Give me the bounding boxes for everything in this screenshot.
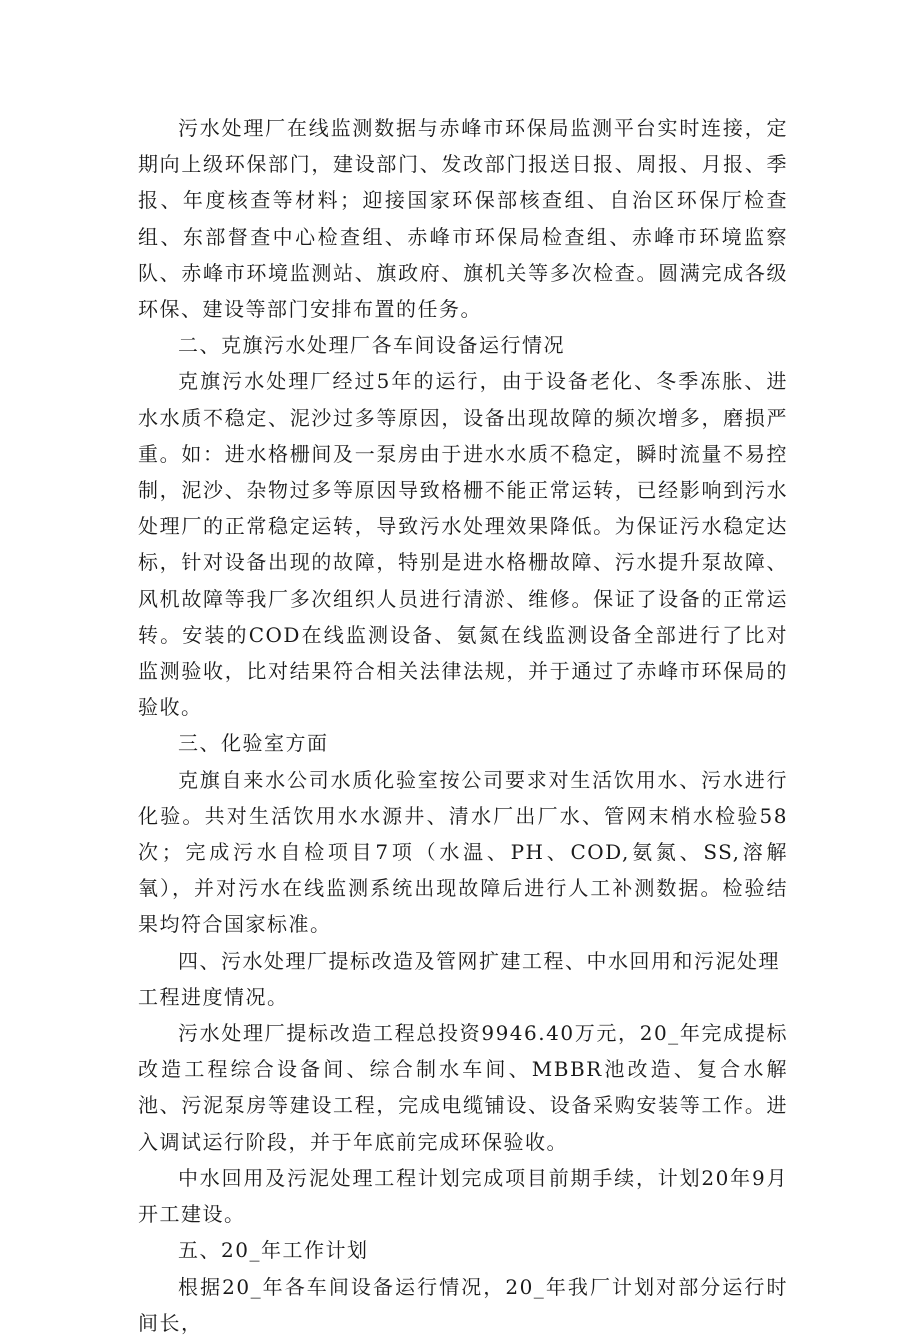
- paragraph-reclaimed-water: 中水回用及污泥处理工程计划完成项目前期手续，计划20年9月开工建设。: [138, 1165, 788, 1227]
- section-heading-upgrade-progress: 四、污水处理厂提标改造及管网扩建工程、中水回用和污泥处理工程进度情况。: [138, 948, 780, 1009]
- paragraph-laboratory: 克旗自来水公司水质化验室按公司要求对生活饮用水、污水进行化验。共对生活饮用水水源井、清水厂出厂水、管网末梢水检验58次；完成污水自检项目7项（水温、PH、COD,氨氮、SS,溶解氧），并对污水在线监测系统出现故障后进行人工补测数据。检验结果均符合国家标准。: [138, 767, 788, 937]
- document-body: [138, 110, 788, 1341]
- paragraph-monitoring-reports: 污水处理厂在线监测数据与赤峰市环保局监测平台实时连接，定期向上级环保部门，建设部门、发改部门报送日报、周报、月报、季报、年度核查等材料；迎接国家环保部核查组、自治区环保厅检查组、东部督查中心检查组、赤峰市环保局检查组、赤峰市环境监察队、赤峰市环境监测站、旗政府、旗机关等多次检查。圆满完成各级环保、建设等部门安排布置的任务。: [138, 116, 788, 322]
- section-heading-work-plan: 五、20_年工作计划: [178, 1238, 369, 1263]
- paragraph-work-plan: 根据20_年各车间设备运行情况，20_年我厂计划对部分运行时间长，: [138, 1274, 788, 1335]
- paragraph-upgrade-investment: 污水处理厂提标改造工程总投资9946.40万元，20_年完成提标改造工程综合设备间、综合制水车间、MBBR池改造、复合水解池、污泥泵房等建设工程，完成电缆铺设、设备采购安装等工作。进入调试运行阶段，并于年底前完成环保验收。: [138, 1021, 788, 1154]
- paragraph-equipment-operation: 克旗污水处理厂经过5年的运行，由于设备老化、冬季冻胀、进水水质不稳定、泥沙过多等原因，设备出现故障的频次增多，磨损严重。如：进水格栅间及一泵房由于进水水质不稳定，瞬时流量不易控制，泥沙、杂物过多等原因导致格栅不能正常运转，已经影响到污水处理厂的正常稳定运转，导致污水处理效果降低。为保证污水稳定达标，针对设备出现的故障，特别是进水格栅故障、污水提升泵故障、风机故障等我厂多次组织人员进行清淤、维修。保证了设备的正常运转。安装的COD在线监测设备、氨氮在线监测设备全部进行了比对监测验收，比对结果符合相关法律法规，并于通过了赤峰市环保局的验收。: [138, 369, 788, 720]
- section-heading-laboratory: 三、化验室方面: [178, 731, 329, 756]
- section-heading-equipment: 二、克旗污水处理厂各车间设备运行情况: [178, 333, 565, 358]
